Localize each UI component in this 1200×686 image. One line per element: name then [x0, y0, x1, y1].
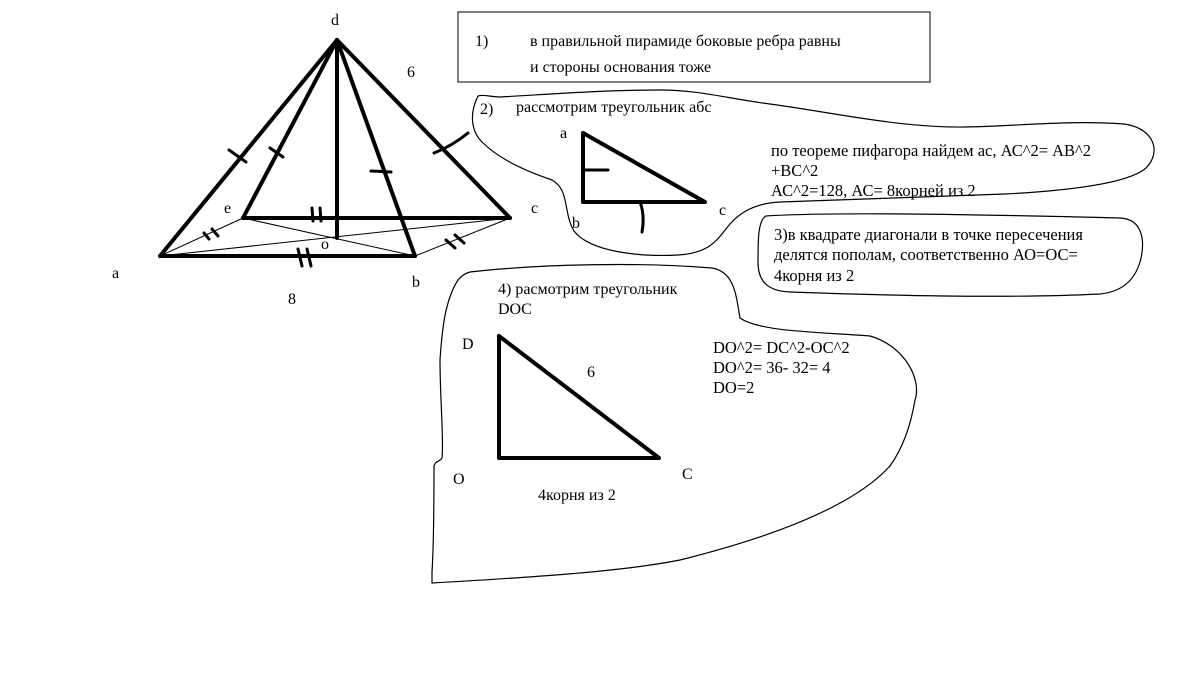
- step2-text-line2: +ВС^2: [771, 161, 819, 180]
- edge-length-label: 6: [407, 64, 415, 81]
- tick-mark: [640, 202, 643, 232]
- step4-title-line1: 4) расмотрим треугольник: [498, 281, 678, 298]
- triangle-doc-label-o: O: [453, 471, 465, 488]
- base-edge-bc: [415, 218, 510, 256]
- step4-text-line1: DO^2= DC^2-OC^2: [713, 338, 850, 357]
- triangle-doc: [499, 336, 659, 458]
- tick-mark: [320, 208, 321, 221]
- step2-title: рассмотрим треугольник абс: [516, 99, 712, 116]
- vertex-label-c: c: [531, 200, 539, 217]
- triangle-doc-hyp-label: 6: [587, 364, 595, 381]
- lateral-edge-da: [160, 40, 337, 256]
- step4-region: [432, 265, 917, 583]
- step4-text-line3: DO=2: [713, 378, 755, 397]
- triangle-abc: [583, 133, 705, 202]
- triangle-abc-label-c: c: [719, 202, 727, 219]
- tick-mark: [371, 171, 391, 172]
- step2-number: 2): [480, 101, 494, 118]
- step3-region: [758, 214, 1143, 296]
- vertex-label-e: e: [224, 200, 232, 217]
- vertex-label-a: a: [112, 265, 120, 282]
- tick-mark: [312, 208, 313, 221]
- vertex-label-b: b: [412, 274, 420, 291]
- step3-text-line1: 3)в квадрате диагонали в точке пересечения: [774, 225, 1083, 244]
- lateral-edge-de: [243, 40, 337, 218]
- step4-title-line2: DOC: [498, 301, 532, 318]
- base-edge-ae: [160, 218, 243, 256]
- step2-text-line1: по теореме пифагора найдем ас, АС^2= АВ^2: [771, 141, 1092, 160]
- triangle-abc-label-a: a: [560, 125, 568, 142]
- step1-line1: в правильной пирамиде боковые ребра равны: [530, 33, 841, 50]
- step1-number: 1): [475, 33, 489, 50]
- lateral-edge-dc: [337, 40, 510, 218]
- step1-box: [458, 12, 930, 82]
- lateral-edge-db: [337, 40, 415, 256]
- vertex-label-d: d: [331, 12, 339, 29]
- triangle-doc-base-label: 4корня из 2: [538, 487, 616, 504]
- tick-mark: [307, 249, 311, 266]
- base-side-label: 8: [288, 291, 296, 308]
- step4-text-line2: DO^2= 36- 32= 4: [713, 358, 831, 377]
- step3-text-line2: делятся пополам, соответственно АО=ОС=: [774, 245, 1078, 264]
- pyramid: [112, 12, 538, 308]
- base-diagonal-eb: [243, 218, 415, 256]
- tick-mark: [446, 240, 455, 248]
- step3-text-line3: 4корня из 2: [774, 266, 855, 285]
- triangle-abc-label-b: b: [572, 215, 580, 232]
- vertex-label-o: o: [321, 236, 329, 253]
- step1-line2: и стороны основания тоже: [530, 59, 712, 76]
- tick-mark: [298, 249, 302, 266]
- triangle-doc-label-d: D: [462, 336, 474, 353]
- step2-text-line3: АС^2=128, АС= 8корней из 2: [771, 181, 976, 200]
- triangle-doc-label-c: C: [682, 466, 693, 483]
